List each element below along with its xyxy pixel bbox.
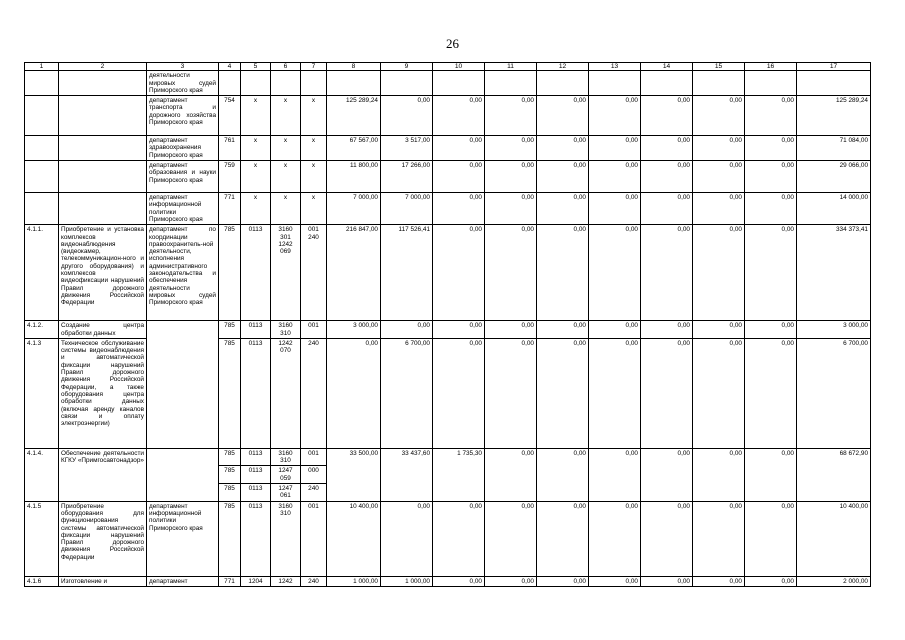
amount-cell: 0,00 [381,96,433,136]
col-header: 6 [271,63,301,71]
gr-code: 785 [219,466,241,484]
total-cell: 29 066,00 [797,161,871,193]
total-cell: 2 000,00 [797,576,871,586]
gr-code: 785 [219,338,241,448]
item-number: 4.1.4. [25,448,59,501]
amount-cell: 0,00 [537,448,589,501]
col-header: 11 [485,63,537,71]
amount-cell: 0,00 [693,321,745,339]
amount-cell: 17 266,00 [381,161,433,193]
csr-code: x [271,161,301,193]
amount-cell: 1 000,00 [381,576,433,586]
total-cell: 68 672,90 [797,448,871,501]
gr-code: 785 [219,484,241,502]
rz-pr-code: 0113 [241,448,271,466]
header-row [25,63,871,71]
vr-code: x [301,193,327,225]
gr-code: 785 [219,501,241,576]
rz-pr-code: 0113 [241,225,271,321]
gr-code: 761 [219,136,241,161]
rz-pr-code: 0113 [241,338,271,448]
csr-code: 1247 061 [271,484,301,502]
csr-code: x [271,96,301,136]
amount-cell: 0,00 [641,448,693,501]
responsible-executor: департамент по координации правоохранитель-ной деятельности, исполнения административного законодательства и обеспечения деятельности мировых судей Приморского края [147,225,219,321]
col-header: 3 [147,63,219,71]
amount-cell: 0,00 [745,136,797,161]
col-header: 10 [433,63,485,71]
gr-code: 771 [219,193,241,225]
vr-code: x [301,96,327,136]
amount-cell: 0,00 [433,338,485,448]
amount-cell: 3 000,00 [327,321,381,339]
amount-cell: 0,00 [485,225,537,321]
col-header: 12 [537,63,589,71]
total-cell: 10 400,00 [797,501,871,576]
amount-cell: 0,00 [433,96,485,136]
amount-cell: 0,00 [433,193,485,225]
amount-cell: 0,00 [745,501,797,576]
table-row [25,321,871,339]
amount-cell: 0,00 [641,136,693,161]
responsible-executor: департамент информационной политики Приморского края [147,193,219,225]
rz-pr-code: x [241,193,271,225]
amount-cell: 0,00 [433,225,485,321]
amount-cell: 0,00 [589,338,641,448]
rz-pr-code: 0113 [241,466,271,484]
budget-table [24,62,871,587]
amount-cell: 0,00 [641,321,693,339]
amount-cell: 0,00 [485,448,537,501]
vr-code: 001 [301,448,327,466]
col-header: 4 [219,63,241,71]
item-number: 4.1.2. [25,321,59,339]
total-cell: 14 000,00 [797,193,871,225]
amount-cell: 0,00 [641,193,693,225]
item-number: 4.1.1. [25,225,59,321]
table-row [25,136,871,161]
table-row [25,225,871,321]
csr-code: 3160 310 [271,448,301,466]
rz-pr-code: 0113 [241,321,271,339]
measure-name: Приобретение и установка комплексов видеонаблюдения (видеокамер, телекоммуникацион-ного и другого оборудования) и комплексов видеофиксации нарушений Правил дорожного движения Российской Федерации [59,225,147,321]
amount-cell: 0,00 [589,193,641,225]
vr-code: 240 [301,576,327,586]
gr-code: 785 [219,321,241,339]
amount-cell: 0,00 [641,576,693,586]
amount-cell: 0,00 [693,193,745,225]
amount-cell: 0,00 [641,96,693,136]
gr-code: 754 [219,96,241,136]
csr-code: 3160 310 [271,501,301,576]
measure-name: Приобретение оборудования для функционирования системы автоматической фиксации нарушений Правил дорожного движения Российской Федерации [59,501,147,576]
total-cell: 71 084,00 [797,136,871,161]
col-header: 5 [241,63,271,71]
gr-code: 785 [219,225,241,321]
responsible-executor: департамент [147,576,219,586]
rz-pr-code: x [241,96,271,136]
amount-cell: 0,00 [745,576,797,586]
amount-cell: 0,00 [433,576,485,586]
amount-cell: 216 847,00 [327,225,381,321]
csr-code: 1247 059 [271,466,301,484]
col-header: 2 [59,63,147,71]
amount-cell: 0,00 [537,225,589,321]
table-row [25,448,871,466]
amount-cell: 0,00 [745,96,797,136]
table-row [25,501,871,576]
amount-cell: 1 000,00 [327,576,381,586]
amount-cell: 0,00 [485,96,537,136]
amount-cell: 0,00 [381,501,433,576]
measure-name: Обеспечение деятельности КГКУ «Примгосавтонадзор» [59,448,147,501]
col-header: 17 [797,63,871,71]
rz-pr-code: 0113 [241,501,271,576]
amount-cell: 0,00 [693,136,745,161]
csr-code: 3160 310 [271,321,301,339]
amount-cell: 0,00 [537,501,589,576]
col-header: 14 [641,63,693,71]
amount-cell: 0,00 [537,576,589,586]
gr-code: 785 [219,448,241,466]
item-number: 4.1.5 [25,501,59,576]
amount-cell: 10 400,00 [327,501,381,576]
amount-cell: 0,00 [745,338,797,448]
measure-name: Изготовление и [59,576,147,586]
amount-cell: 0,00 [745,448,797,501]
vr-code: 001 240 [301,225,327,321]
amount-cell: 0,00 [485,321,537,339]
amount-cell: 0,00 [745,161,797,193]
amount-cell: 0,00 [589,448,641,501]
total-cell: 6 700,00 [797,338,871,448]
responsible-executor: деятельности мировых судей Приморского края [147,71,219,96]
gr-code: 759 [219,161,241,193]
item-number: 4.1.6 [25,576,59,586]
gr-code: 771 [219,576,241,586]
csr-code: x [271,193,301,225]
amount-cell: 125 289,24 [327,96,381,136]
amount-cell: 7 000,00 [327,193,381,225]
amount-cell: 6 700,00 [381,338,433,448]
csr-code: x [271,136,301,161]
amount-cell: 0,00 [745,321,797,339]
amount-cell: 0,00 [641,161,693,193]
col-header: 15 [693,63,745,71]
responsible-executor: департамент образования и науки Приморского края [147,161,219,193]
responsible-executor: департамент информационной политики Приморского края [147,501,219,576]
amount-cell: 0,00 [693,501,745,576]
amount-cell: 0,00 [693,96,745,136]
amount-cell: 0,00 [485,136,537,161]
rz-pr-code: x [241,136,271,161]
amount-cell: 0,00 [537,193,589,225]
amount-cell: 11 800,00 [327,161,381,193]
total-cell: 334 373,41 [797,225,871,321]
vr-code: x [301,136,327,161]
amount-cell: 0,00 [485,501,537,576]
col-header: 13 [589,63,641,71]
amount-cell: 0,00 [693,448,745,501]
amount-cell: 33 437,60 [381,448,433,501]
col-header: 9 [381,63,433,71]
amount-cell: 0,00 [589,225,641,321]
rz-pr-code: 1204 [241,576,271,586]
amount-cell: 0,00 [693,225,745,321]
amount-cell: 0,00 [327,338,381,448]
amount-cell: 1 735,30 [433,448,485,501]
amount-cell: 0,00 [485,338,537,448]
table-row [25,161,871,193]
page-number: 26 [446,36,459,51]
amount-cell: 0,00 [589,136,641,161]
csr-code: 3160 301 1242 069 [271,225,301,321]
amount-cell: 0,00 [381,321,433,339]
item-number: 4.1.3 [25,338,59,448]
amount-cell: 67 567,00 [327,136,381,161]
amount-cell: 0,00 [641,225,693,321]
amount-cell: 0,00 [589,576,641,586]
amount-cell: 0,00 [693,161,745,193]
col-header: 1 [25,63,59,71]
amount-cell: 33 500,00 [327,448,381,501]
col-header: 8 [327,63,381,71]
vr-code: 240 [301,338,327,448]
amount-cell: 3 517,00 [381,136,433,161]
amount-cell: 0,00 [537,338,589,448]
total-cell: 3 000,00 [797,321,871,339]
responsible-executor: департамент транспорта и дорожного хозяйства Приморского края [147,96,219,136]
amount-cell: 0,00 [433,321,485,339]
amount-cell: 0,00 [589,96,641,136]
amount-cell: 0,00 [485,161,537,193]
measure-name: Создание центра обработки данных [59,321,147,339]
rz-pr-code: x [241,161,271,193]
vr-code: 001 [301,321,327,339]
amount-cell: 0,00 [485,193,537,225]
amount-cell: 0,00 [537,161,589,193]
table-row [25,193,871,225]
total-cell: 125 289,24 [797,96,871,136]
amount-cell: 0,00 [589,161,641,193]
amount-cell: 0,00 [641,338,693,448]
amount-cell: 0,00 [589,321,641,339]
amount-cell: 0,00 [537,136,589,161]
col-header: 7 [301,63,327,71]
table-row [25,71,871,96]
col-header: 16 [745,63,797,71]
amount-cell: 117 526,41 [381,225,433,321]
amount-cell: 0,00 [537,321,589,339]
amount-cell: 0,00 [485,576,537,586]
table-row [25,96,871,136]
amount-cell: 0,00 [537,96,589,136]
vr-code: x [301,161,327,193]
vr-code: 240 [301,484,327,502]
amount-cell: 0,00 [433,161,485,193]
vr-code: 001 [301,501,327,576]
amount-cell: 0,00 [693,338,745,448]
table-row [25,576,871,586]
amount-cell: 0,00 [693,576,745,586]
amount-cell: 0,00 [433,501,485,576]
amount-cell: 0,00 [745,225,797,321]
rz-pr-code: 0113 [241,484,271,502]
csr-code: 1242 070 [271,338,301,448]
amount-cell: 0,00 [641,501,693,576]
vr-code: 000 [301,466,327,484]
csr-code: 1242 [271,576,301,586]
amount-cell: 7 000,00 [381,193,433,225]
measure-name: Техническое обслуживание системы видеонаблюдения и автоматической фиксации нарушений Правил дорожного движения Российской Федерации, а также оборудования центра обработки данных (включая аренду каналов связи и оплату электроэнергии) [59,338,147,448]
responsible-executor: департамент здравоохранения Приморского края [147,136,219,161]
amount-cell: 0,00 [745,193,797,225]
amount-cell: 0,00 [589,501,641,576]
amount-cell: 0,00 [433,136,485,161]
